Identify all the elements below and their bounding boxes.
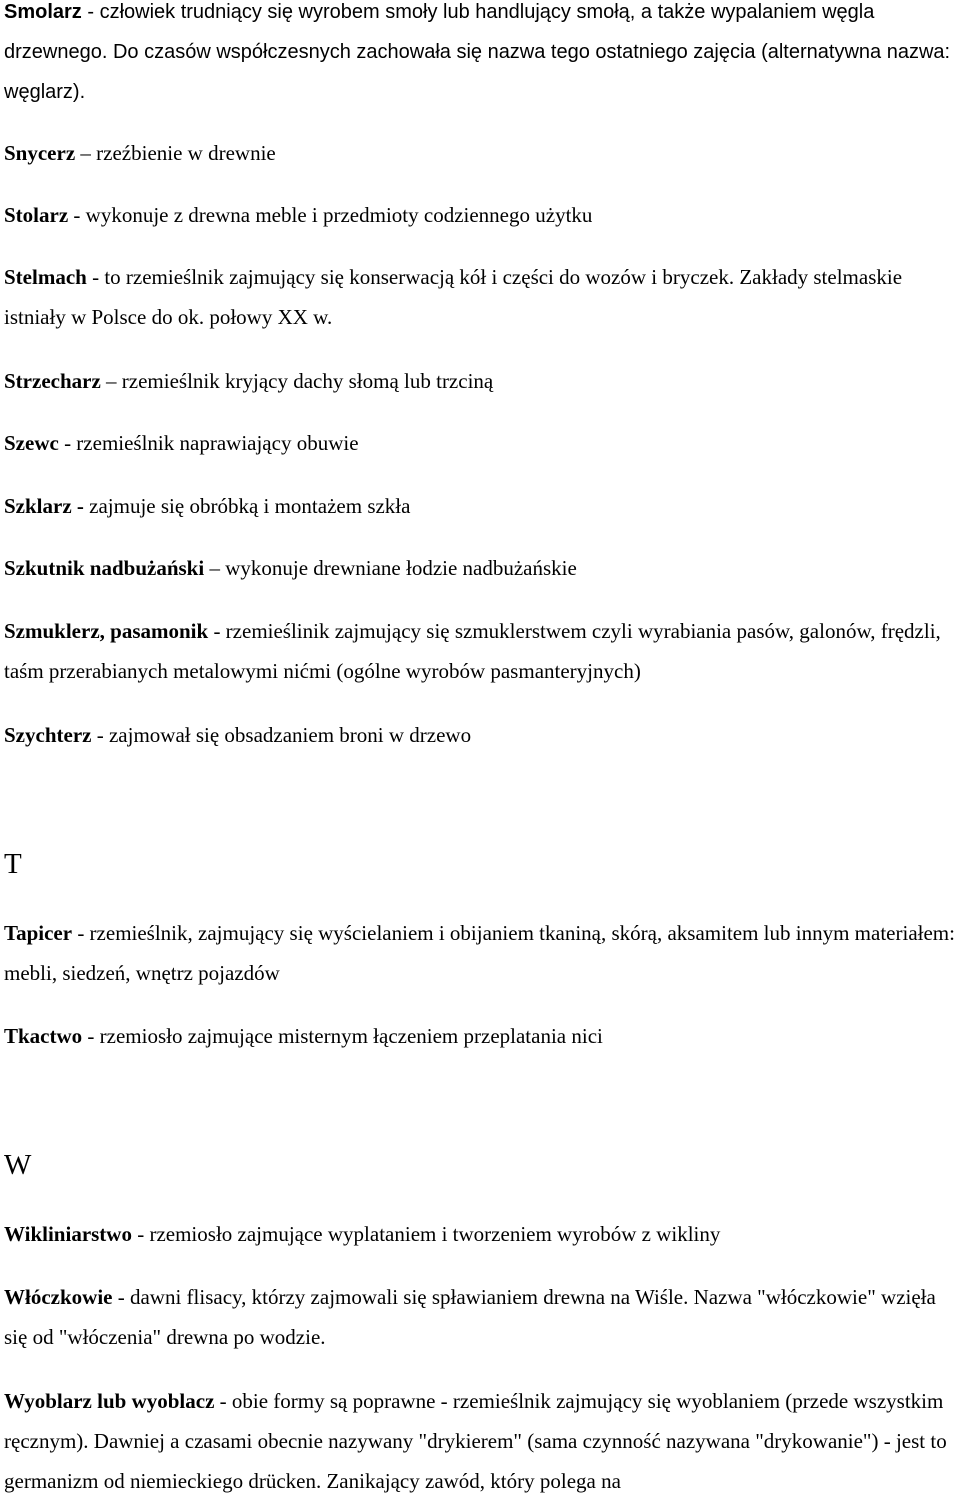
- entry-term: Tapicer: [4, 921, 73, 945]
- entry-text: - rzemiosło zajmujące misternym łączeniem przeplatania nici: [82, 1024, 603, 1048]
- entry-szkutnik: [4, 548, 956, 588]
- entry-term: Szewc: [4, 431, 59, 455]
- entry-text: - dawni flisacy, którzy zajmowali się spławianiem drewna na Wiśle. Nazwa "włóczkowie" wzięła się od "włóczenia" drewna po wodzie.: [4, 1285, 936, 1349]
- entry-szmuklerz: [4, 611, 956, 691]
- entry-term: Smolarz: [4, 1, 82, 23]
- entry-term: Włóczkowie: [4, 1285, 113, 1309]
- entry-text: - wykonuje z drewna meble i przedmioty codziennego użytku: [68, 203, 593, 227]
- entry-text: - rzemiosło zajmujące wyplataniem i tworzeniem wyrobów z wikliny: [131, 1222, 721, 1246]
- entry-text: - zajmował się obsadzaniem broni w drzewo: [91, 723, 472, 747]
- entry-text: - obie formy są poprawne - rzemieślnik zajmujący się wyoblaniem (przede wszystkim ręcznym). Dawniej a czasami obecnie nazywany "drykierem" (sama czynność nazywana "drykowanie") - jest to germanizm od niemieckiego drücken. Zanikający zawód, który polega na: [4, 1389, 947, 1493]
- entry-wikliniarstwo: [4, 1214, 956, 1254]
- entry-term: Szmuklerz, pasamonik: [4, 619, 209, 643]
- entry-szychterz: [4, 715, 956, 755]
- entry-snycerz: [4, 133, 956, 173]
- entry-wloczkowie: [4, 1277, 956, 1357]
- section-letter-w: W: [4, 1149, 32, 1181]
- entry-term: Stolarz: [4, 203, 69, 227]
- entry-szklarz: [4, 486, 956, 526]
- entry-term: Wyoblarz lub wyoblacz: [4, 1389, 215, 1413]
- entry-stelmach: [4, 257, 956, 337]
- entry-term: Tkactwo: [4, 1024, 83, 1048]
- entry-wyoblarz: [4, 1381, 956, 1501]
- entry-text: zajmuje się obróbką i montażem szkła: [83, 494, 411, 518]
- entry-stolarz: [4, 195, 956, 235]
- entry-szewc: [4, 423, 956, 463]
- entry-text: - rzemieślinik zajmujący się szmuklerstwem czyli wyrabiania pasów, galonów, frędzli, taśm przerabianych metalowymi nićmi (ogólne wyrobów pasmanteryjnych): [4, 619, 941, 683]
- entry-term: Szychterz: [4, 723, 92, 747]
- entry-term: Strzecharz: [4, 369, 101, 393]
- entry-text: – rzeźbienie w drewnie: [75, 141, 276, 165]
- entry-tkactwo: [4, 1016, 956, 1056]
- entry-strzecharz: [4, 361, 956, 401]
- entry-term: Szklarz -: [4, 494, 84, 518]
- entry-smolarz: [4, 0, 956, 112]
- entry-text: – rzemieślnik kryjący dachy słomą lub trzciną: [100, 369, 494, 393]
- entry-term: Snycerz: [4, 141, 76, 165]
- entry-tapicer: [4, 913, 956, 993]
- entry-text: - to rzemieślnik zajmujący się konserwacją kół i części do wozów i bryczek. Zakłady stelmaskie istniały w Polsce do ok. połowy XX w.: [4, 265, 903, 329]
- entry-term: Szkutnik nadbużański: [4, 556, 205, 580]
- entry-term: Wikliniarstwo: [4, 1222, 132, 1246]
- entry-text: - rzemieślnik, zajmujący się wyścielaniem i obijaniem tkaniną, skórą, aksamitem lub innym materiałem: mebli, siedzeń, wnętrz pojazdów: [4, 921, 955, 985]
- entry-term: Stelmach: [4, 265, 87, 289]
- entry-text: - rzemieślnik naprawiający obuwie: [58, 431, 359, 455]
- entry-text: – wykonuje drewniane łodzie nadbużańskie: [204, 556, 577, 580]
- section-letter-t: T: [4, 848, 22, 880]
- entry-text: - człowiek trudniący się wyrobem smoły lub handlujący smołą, a także wypalaniem węgla drzewnego. Do czasów współczesnych zachowała się nazwa tego ostatniego zajęcia (alternatywna nazwa: węglarz).: [4, 1, 951, 103]
